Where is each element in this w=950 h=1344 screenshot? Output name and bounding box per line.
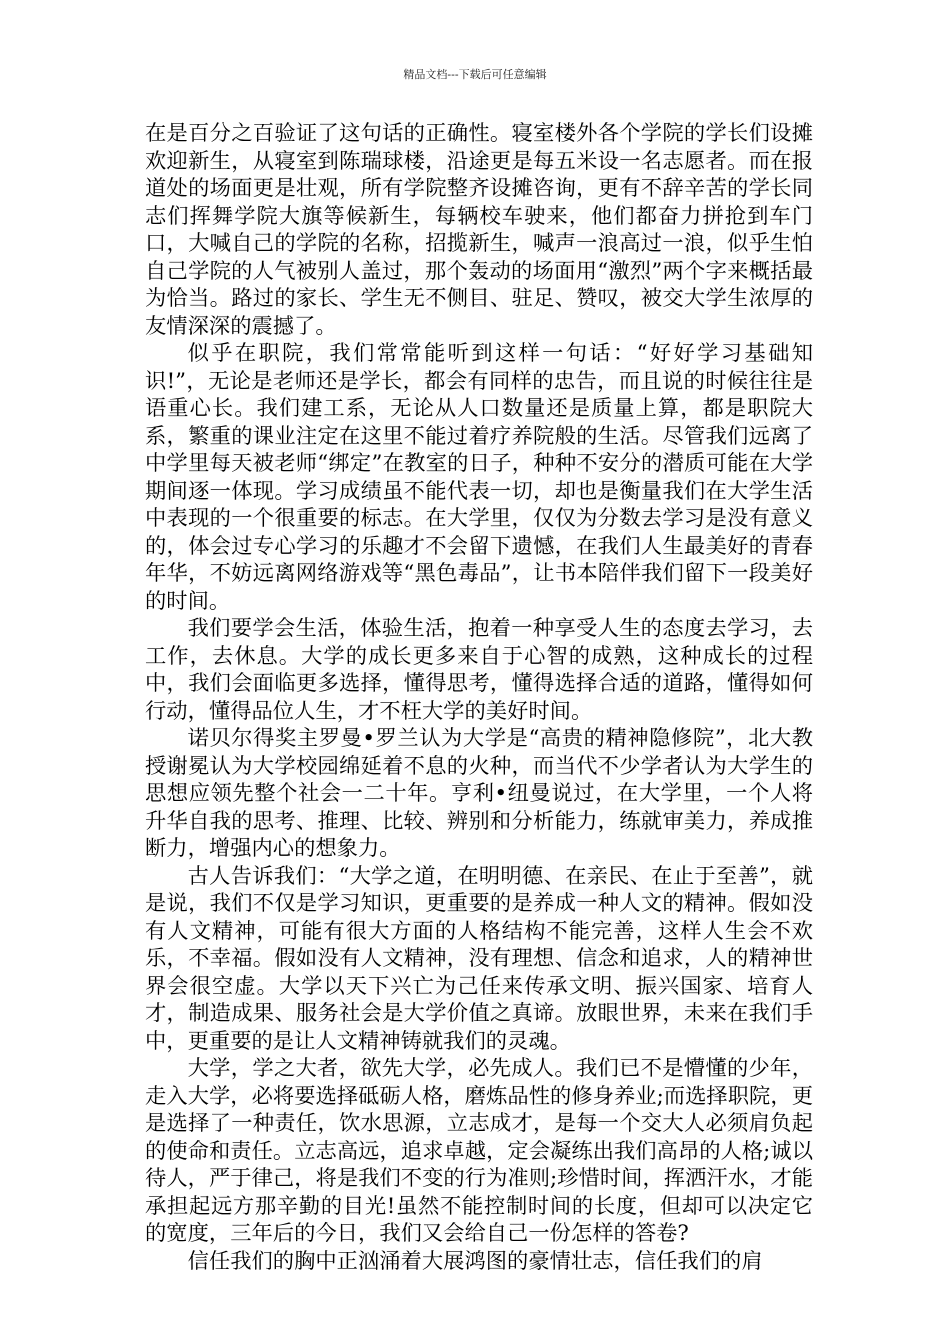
paragraph-6: 大学，学之大者，欲先大学，必先成人。我们已不是懵懂的少年，走入大学，必将要选择砥砺人格，磨炼品性的修身养业;而选择职院，更是选择了一种责任，饮水思源，立志成才，是每一个交大人必须肩负起的使命和责任。立志高远，追求卓越，定会凝练出我们高昂的人格;诚以待人，严于律己，将是我们不变的行为准则;珍惜时间，挥洒汗水，才能承担起远方那辛勤的目光!虽然不能控制时间的长度，但却可以决定它的宽度，三年后的今日，我们又会给自己一份怎样的答卷?	[145, 1056, 813, 1246]
paragraph-2: 似乎在职院，我们常常能听到这样一句话：“好好学习基础知识!”，无论是老师还是学长，都会有同样的忠告，而且说的时候往往是语重心长。我们建工系，无论从人口数量还是质量上算，都是职院大系，繁重的课业注定在这里不能过着疗养院般的生活。尽管我们远离了中学里每天被老师“绑定”在教室的日子，种种不安分的潜质可能在大学期间逐一体现。学习成绩虽不能代表一切，却也是衡量我们在大学生活中表现的一个很重要的标志。在大学里，仅仅为分数去学习是没有意义的，体会过专心学习的乐趣才不会留下遗憾，在我们人生最美好的青春年华，不妨远离网络游戏等“黑色毒品”，让书本陪伴我们留下一段美好的时间。	[145, 341, 813, 614]
paragraph-3: 我们要学会生活，体验生活，抱着一种享受人生的态度去学习，去工作，去休息。大学的成长更多来自于心智的成熟，这种成长的过程中，我们会面临更多选择，懂得思考，懂得选择合适的道路，懂得如何行动，懂得品位人生，才不枉大学的美好时间。	[145, 616, 813, 724]
paragraph-4: 诺贝尔得奖主罗曼•罗兰认为大学是“高贵的精神隐修院”，北大教授谢冕认为大学校园绵延着不息的火种，而当代不少学者认为大学生的思想应领先整个社会一二十年。亨利•纽曼说过，在大学里，一个人将升华自我的思考、推理、比较、辨别和分析能力，练就审美力，养成推断力，增强内心的想象力。	[145, 726, 813, 861]
paragraph-7: 信任我们的胸中正汹涌着大展鸿图的豪情壮志，信任我们的肩	[187, 1248, 763, 1274]
paragraph-5: 古人告诉我们：“大学之道，在明明德、在亲民、在止于至善”，就是说，我们不仅是学习知识，更重要的是养成一种人文的精神。假如没有人文精神，可能有很大方面的人格结构不能完善，这样人生会不欢乐，不幸福。假如没有人文精神，没有理想、信念和追求，人的精神世界会很空虚。大学以天下兴亡为己任来传承文明、振兴国家、培育人才，制造成果、服务社会是大学价值之真谛。放眼世界，未来在我们手中，更重要的是让人文精神铸就我们的灵魂。	[145, 863, 813, 1054]
paragraph-1: 在是百分之百验证了这句话的正确性。寝室楼外各个学院的学长们设摊欢迎新生，从寝室到陈瑞球楼，沿途更是每五米设一名志愿者。而在报道处的场面更是壮观，所有学院整齐设摊咨询，更有不辞辛苦的学长同志们挥舞学院大旗等候新生，每辆校车驶来，他们都奋力拼抢到车门口，大喊自己的学院的名称，招揽新生，喊声一浪高过一浪，似乎生怕自己学院的人气被别人盖过，那个轰动的场面用“激烈”两个字来概括最为恰当。路过的家长、学生无不侧目、驻足、赞叹，被交大学生浓厚的友情深深的震撼了。	[145, 121, 813, 339]
page-header: 精品文档---下载后可任意编辑	[403, 68, 547, 81]
document-body	[145, 120, 813, 1275]
